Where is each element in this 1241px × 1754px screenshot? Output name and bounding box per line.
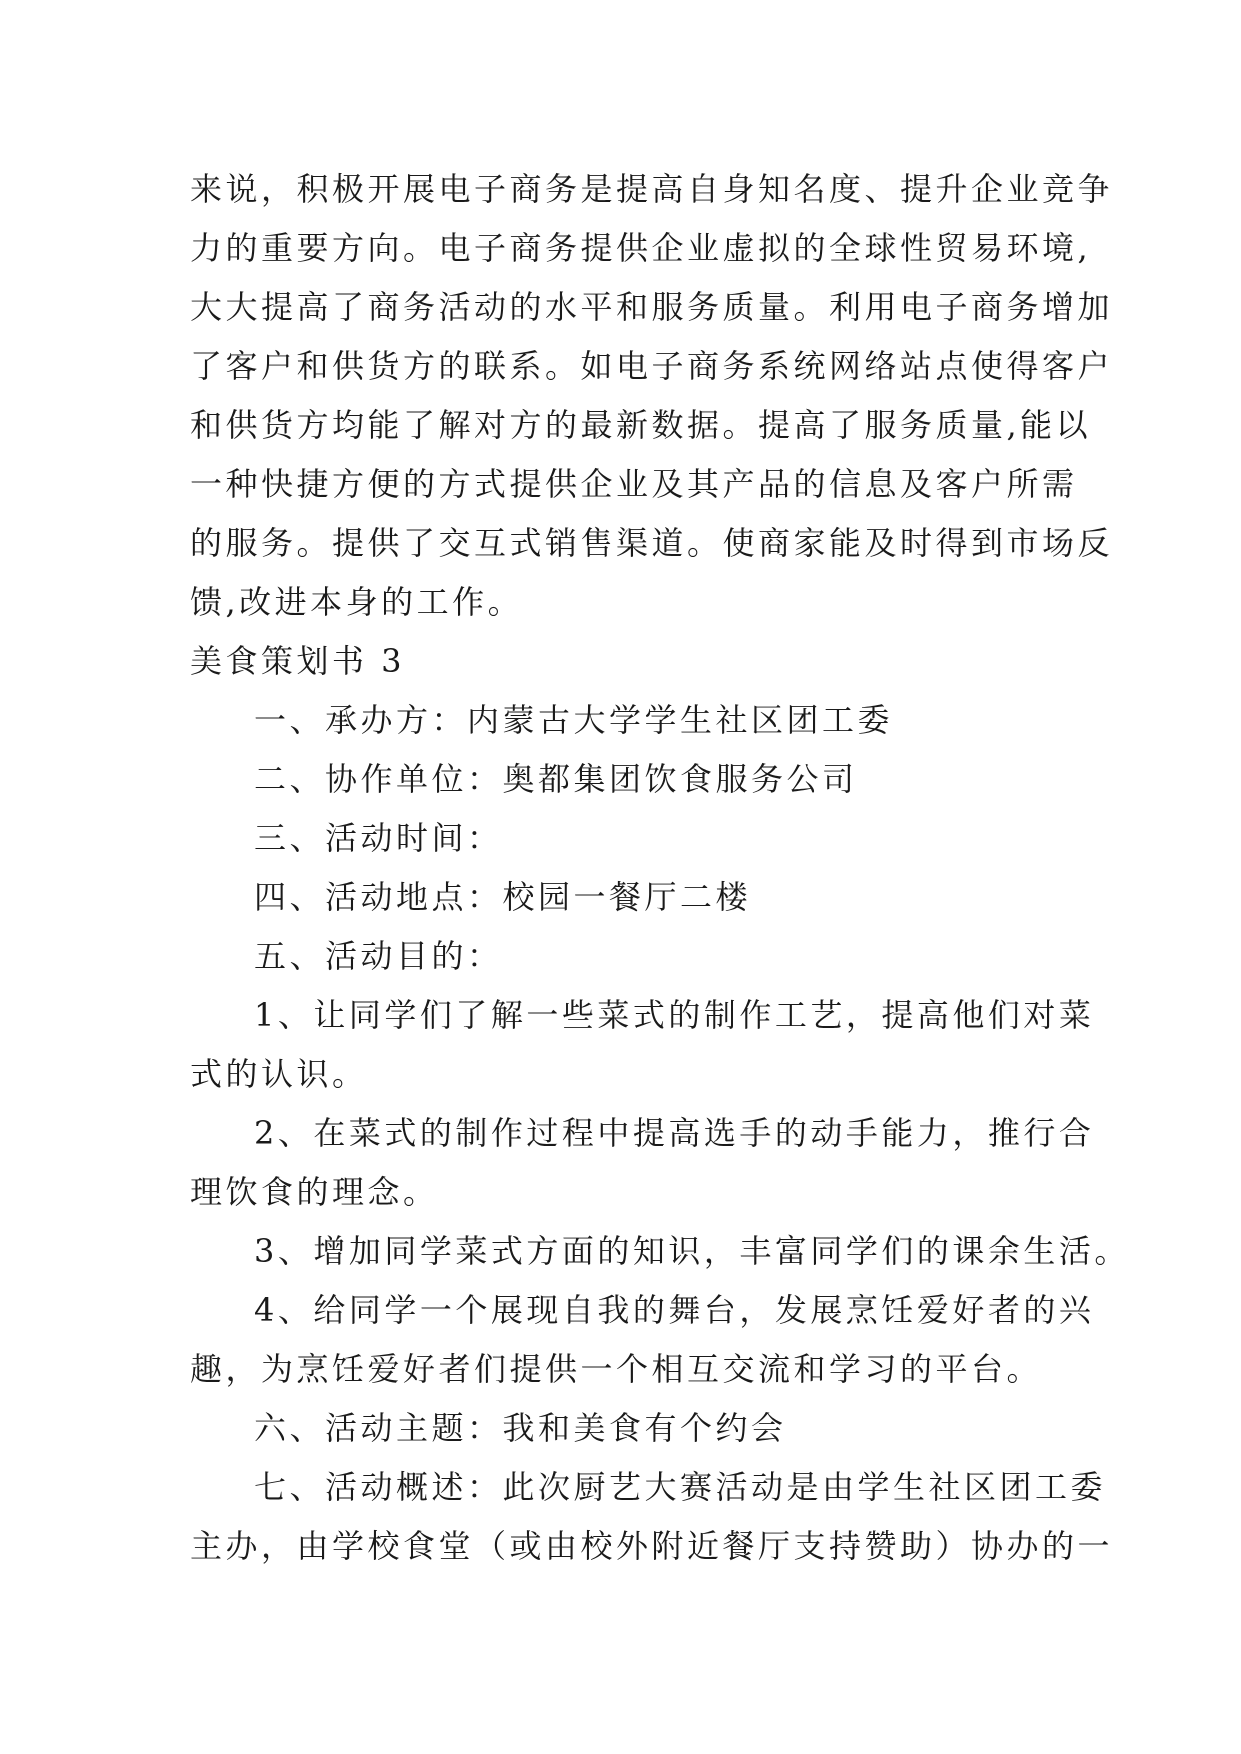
document-body: [190, 160, 1130, 1576]
text-line: 一种快捷方便的方式提供企业及其产品的信息及客户所需: [190, 465, 1078, 503]
text-line: 来说，积极开展电子商务是提高自身知名度、提升企业竞争: [190, 170, 1114, 208]
list-item: 四、活动地点：校园一餐厅二楼: [254, 878, 752, 916]
list-item: 六、活动主题：我和美食有个约会: [254, 1409, 787, 1447]
list-item: 二、协作单位：奥都集团饮食服务公司: [254, 760, 858, 798]
text-line: 大大提高了商务活动的水平和服务质量。利用电子商务增加: [190, 288, 1114, 326]
list-item: 七、活动概述：此次厨艺大赛活动是由学生社区团工委: [254, 1468, 1107, 1506]
list-item: 三、活动时间：: [254, 819, 503, 857]
list-item: 1、让同学们了解一些菜式的制作工艺，提高他们对菜: [254, 996, 1095, 1034]
text-line: 力的重要方向。电子商务提供企业虚拟的全球性贸易环境,: [190, 229, 1092, 267]
text-line: 了客户和供货方的联系。如电子商务系统网络站点使得客户: [190, 347, 1114, 385]
text-line: 理饮食的理念。: [190, 1173, 439, 1211]
text-line: 馈,改进本身的工作。: [190, 583, 524, 621]
text-line: 式的认识。: [190, 1055, 368, 1093]
list-item: 一、承办方：内蒙古大学学生社区团工委: [254, 701, 894, 739]
list-item: 2、在菜式的制作过程中提高选手的动手能力，推行合: [254, 1114, 1095, 1152]
text-line: 和供货方均能了解对方的最新数据。提高了服务质量,能以: [190, 406, 1092, 444]
section-heading: 美食策划书 3: [190, 642, 406, 680]
text-line: 主办，由学校食堂（或由校外附近餐厅支持赞助）协办的一: [190, 1527, 1114, 1565]
text-line: 趣，为烹饪爱好者们提供一个相互交流和学习的平台。: [190, 1350, 1043, 1388]
list-item: 4、给同学一个展现自我的舞台，发展烹饪爱好者的兴: [254, 1291, 1095, 1329]
list-item: 五、活动目的：: [254, 937, 503, 975]
list-item: 3、增加同学菜式方面的知识，丰富同学们的课余生活。: [254, 1232, 1130, 1270]
text-line: 的服务。提供了交互式销售渠道。使商家能及时得到市场反: [190, 524, 1114, 562]
